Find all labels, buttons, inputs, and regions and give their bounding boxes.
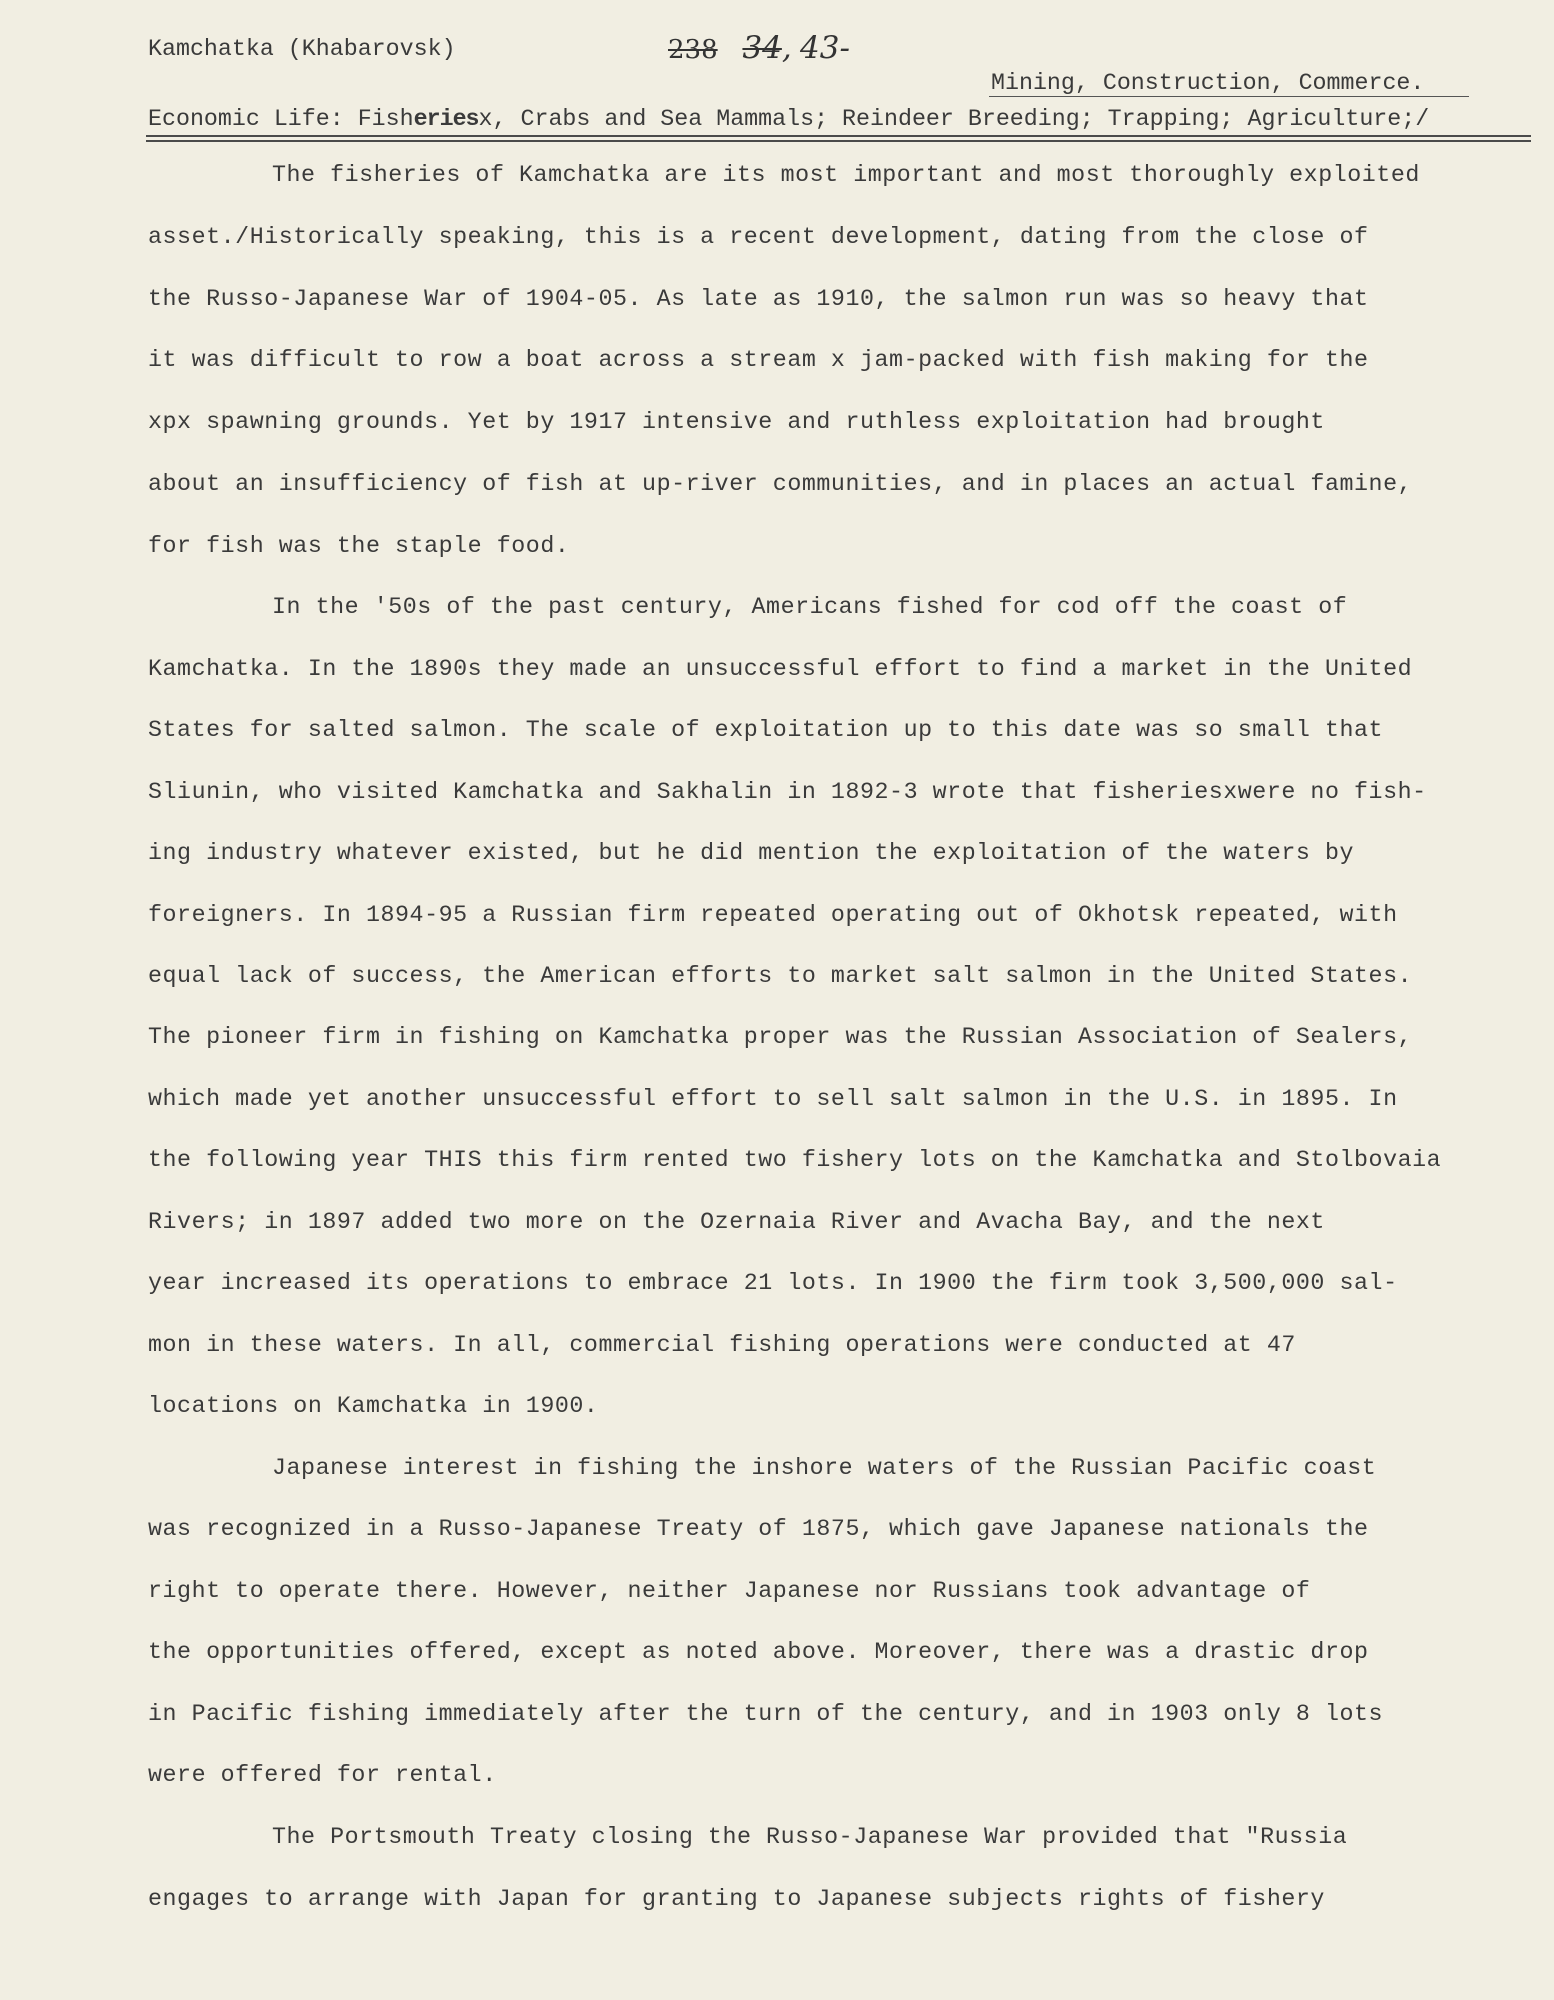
subject-heading (148, 106, 1429, 132)
old-page-number-typed: 238 (668, 35, 718, 65)
text-line: The fisheries of Kamchatka are its most important and most thoroughly exploited (272, 162, 1420, 188)
text-line: about an insufficiency of fish at up-river communities, and in places an actual famine, (148, 471, 1413, 497)
text-line: which made yet another unsuccessful effort to sell salt salmon in the U.S. in 1895. In (148, 1086, 1398, 1112)
old-page-number-handwritten: 34 (742, 30, 782, 66)
addition-underline (989, 96, 1469, 97)
text-line: The Portsmouth Treaty closing the Russo-Japanese War provided that "Russia (272, 1824, 1348, 1850)
subject-addition: Mining, Construction, Commerce. (991, 70, 1425, 96)
text-line: it was difficult to row a boat across a stream x jam-packed with fish making for the (148, 347, 1369, 373)
text-line: equal lack of success, the American efforts to market salt salmon in the United States. (148, 963, 1413, 989)
text-line: Rivers; in 1897 added two more on the Ozernaia River and Avacha Bay, and the next (148, 1209, 1325, 1235)
text-line: the Russo-Japanese War of 1904-05. As late as 1910, the salmon run was so heavy that (148, 286, 1369, 312)
text-line: locations on Kamchatka in 1900. (148, 1393, 599, 1419)
text-line: asset./Historically speaking, this is a recent development, dating from the close of (148, 224, 1369, 250)
subject-prefix: Economic Life: Fish (148, 106, 414, 132)
text-line: Japanese interest in fishing the inshore waters of the Russian Pacific coast (272, 1455, 1377, 1481)
text-line: xpx spawning grounds. Yet by 1917 intensive and ruthless exploitation had brought (148, 409, 1325, 435)
text-line: the following year THIS this firm rented two fishery lots on the Kamchatka and Stolbovaia (148, 1147, 1442, 1173)
text-line: engages to arrange with Japan for granting to Japanese subjects rights of fishery (148, 1886, 1325, 1912)
page-number: 238 34, 43- (668, 30, 850, 66)
text-line: ing industry whatever existed, but he did mention the exploitation of the waters by (148, 840, 1355, 866)
text-line: foreigners. In 1894-95 a Russian firm repeated operating out of Okhotsk repeated, with (148, 902, 1398, 928)
current-page-number: 43 (800, 30, 840, 66)
text-line: was recognized in a Russo-Japanese Treaty of 1875, which gave Japanese nationals the (148, 1516, 1369, 1542)
text-line: States for salted salmon. The scale of exploitation up to this date was so small that (148, 717, 1384, 743)
heading-double-underline (146, 140, 1531, 142)
text-line: the opportunities offered, except as noted above. Moreover, there was a drastic drop (148, 1639, 1369, 1665)
subject-rest: x, Crabs and Sea Mammals; Reindeer Breeding; Trapping; Agriculture;/ (478, 106, 1430, 132)
heading-underline (146, 135, 1531, 137)
region-heading: Kamchatka (Khabarovsk) (148, 36, 456, 62)
text-line: Kamchatka. In the 1890s they made an unsuccessful effort to find a market in the United (148, 656, 1413, 682)
text-line: were offered for rental. (148, 1762, 497, 1788)
text-line: Sliunin, who visited Kamchatka and Sakhalin in 1892-3 wrote that fisheriesxwere no fish- (148, 779, 1427, 805)
text-line: right to operate there. However, neither Japanese nor Russians took advantage of (148, 1578, 1311, 1604)
text-line: for fish was the staple food. (148, 533, 570, 559)
text-line: In the '50s of the past century, Americans fished for cod off the coast of (272, 594, 1348, 620)
text-line: mon in these waters. In all, commercial fishing operations were conducted at 47 (148, 1332, 1296, 1358)
text-line: in Pacific fishing immediately after the turn of the century, and in 1903 only 8 lots (148, 1701, 1384, 1727)
text-line: year increased its operations to embrace 21 lots. In 1900 the firm took 3,500,000 sal- (148, 1270, 1398, 1296)
text-line: The pioneer firm in fishing on Kamchatka proper was the Russian Association of Sealers, (148, 1024, 1413, 1050)
subject-struck-text: eries (413, 106, 479, 132)
